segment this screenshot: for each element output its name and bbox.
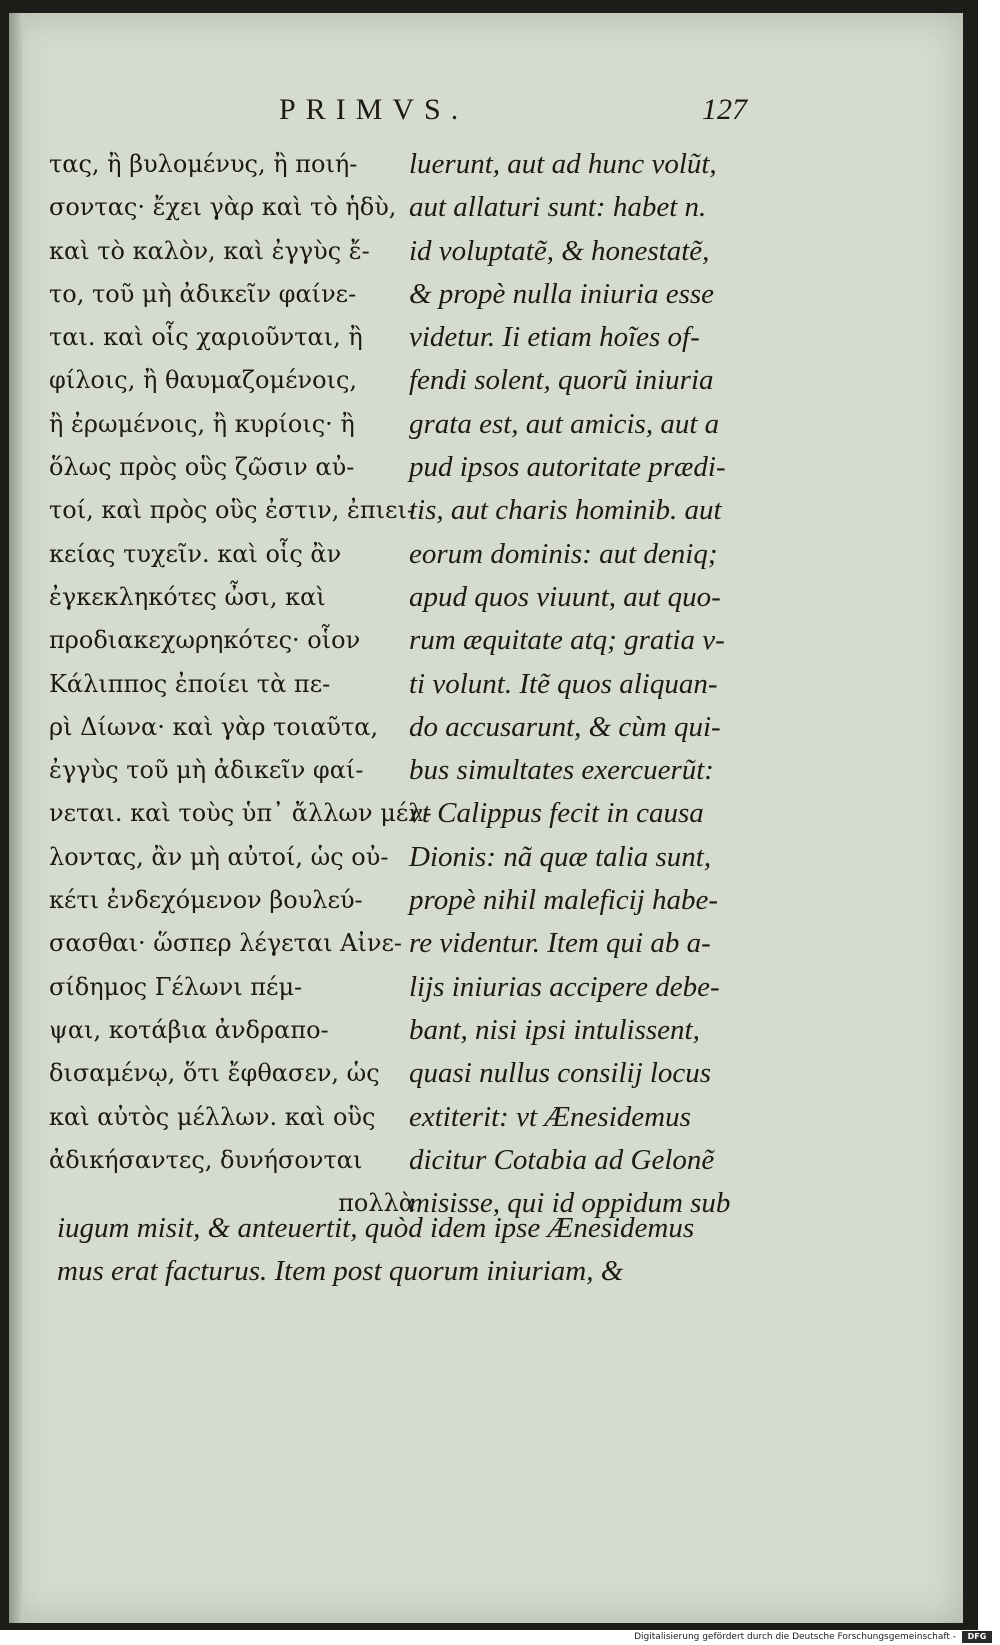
latin-text-line: bus simultates exercuerũt: [409,754,714,787]
greek-text-line: λοντας, ἂν μὴ αὐτοί, ὡς οὐ- [49,842,389,871]
latin-text-line: lijs iniurias accipere debe- [409,970,720,1003]
latin-text-line: luerunt, aut ad hunc volũt, [409,148,717,180]
page-number: 127 [702,93,747,126]
latin-text-line: vt Calippus fecit in causa [409,797,704,830]
greek-text-line: ἢ ἐρωμένοις, ἢ κυρίοις· ἢ [49,409,355,438]
greek-text-line: ται. καὶ οἷς χαριοῦνται, ἢ [49,323,363,352]
dfg-logo: DFG [962,1631,992,1643]
latin-text-line: extiterit: vt Ænesidemus [409,1100,691,1133]
greek-text-line: ὅλως πρὸς οὓς ζῶσιν αὐ- [49,453,355,482]
greek-text-line: κέτι ἐνδεχόμενον βουλεύ- [49,886,363,915]
greek-text-line: κείας τυχεῖν. καὶ οἷς ἂν [49,539,342,568]
latin-text-line: fendi solent, quorũ iniuria [409,364,714,397]
page-gutter-shadow [9,13,23,1623]
digitization-footer [0,1630,1000,1645]
greek-text-line: το, τοῦ μὴ ἀδικεῖν φαίνε- [49,279,357,308]
running-head: PRIMVS. [279,93,469,126]
latin-text-line: iugum misit, & anteuertit, quòd idem ipse Ænesidemus [57,1212,695,1244]
latin-text-line: pud ipsos autoritate prædi- [409,451,726,484]
page-header [9,93,963,133]
latin-text-line: propè nihil maleficij habe- [409,884,719,917]
greek-text-line: ρὶ Δίωνα· καὶ γὰρ τοιαῦτα, [49,712,379,741]
greek-text-line: ἀδικήσαντες, δυνήσονται [49,1145,363,1174]
latin-text-line: re videntur. Item qui ab a- [409,927,711,960]
greek-text-line: σοντας· ἔχει γὰρ καὶ τὸ ἡδὺ, [49,193,397,222]
latin-text-line: misisse, qui id oppidum sub [409,1187,731,1220]
latin-text-line: tis, aut charis hominib. aut [409,494,722,527]
greek-text-line: προδιακεχωρηκότες· οἷον [49,626,361,655]
latin-text-line: aut allaturi sunt: habet n. [409,191,707,224]
latin-text-line: quasi nullus consilij locus [409,1057,712,1090]
greek-text-line: ἐγγὺς τοῦ μὴ ἀδικεῖν φαί- [49,756,364,785]
latin-text-line: dicitur Cotabia ad Gelonẽ [409,1143,715,1176]
book-page [9,13,963,1623]
greek-text-line: δισαμένῳ, ὅτι ἔφθασεν, ὡς [49,1059,380,1088]
greek-text-line: Κάλιππος ἐποίει τὰ πε- [49,669,331,698]
greek-text-line: καὶ αὐτὸς μέλλων. καὶ οὓς [49,1102,376,1131]
latin-text-line: id voluptatẽ, & honestatẽ, [409,234,710,267]
latin-text-line: rum æquitate atq; gratia v- [409,624,725,657]
greek-text-column [49,143,432,1225]
latin-text-line: do accusarunt, & cùm qui- [409,710,721,743]
greek-text-line: ψαι, κοτάβια ἀνδραπο- [49,1015,329,1044]
greek-text-line: νεται. καὶ τοὺς ὑπ᾽ ἄλλων μέλ- [49,799,432,828]
full-width-text [57,1207,797,1294]
greek-text-line: σίδημος Γέλωνι πέμ- [49,972,303,1001]
latin-text-line: mus erat facturus. Item post quorum iniuriam, & [57,1255,624,1288]
latin-text-line: & propè nulla iniuria esse [409,277,715,310]
greek-text-line: τοί, καὶ πρὸς οὓς ἐστιν, ἐπιει- [49,496,415,525]
latin-text-column [409,143,789,1225]
greek-text-line: ἐγκεκληκότες ὦσι, καὶ [49,582,326,611]
latin-text-line: eorum dominis: aut deniq; [409,537,718,570]
greek-text-line: φίλοις, ἢ θαυμαζομένοις, [49,366,358,395]
greek-text-line: τας, ἢ βυλομένυς, ἢ ποιή- [49,150,358,178]
latin-text-line: grata est, aut amicis, aut a [409,407,720,440]
latin-text-line: bant, nisi ipsi intulissent, [409,1013,700,1046]
latin-text-line: apud quos viuunt, aut quo- [409,580,721,613]
greek-text-line: σασθαι· ὥσπερ λέγεται Αἰνε- [49,929,403,958]
funding-credit: Digitalisierung gefördert durch die Deutsche Forschungsgemeinschaft - [634,1632,956,1642]
latin-text-line: ti volunt. Itẽ quos aliquan- [409,667,718,700]
latin-text-line: Dionis: nã quæ talia sunt, [409,840,712,873]
latin-text-line: videtur. Ii etiam hoĩes of- [409,321,700,354]
greek-text-line: καὶ τὸ καλὸν, καὶ ἐγγὺς ἔ- [49,236,370,265]
greek-text-line: πολλὰ [338,1189,415,1218]
